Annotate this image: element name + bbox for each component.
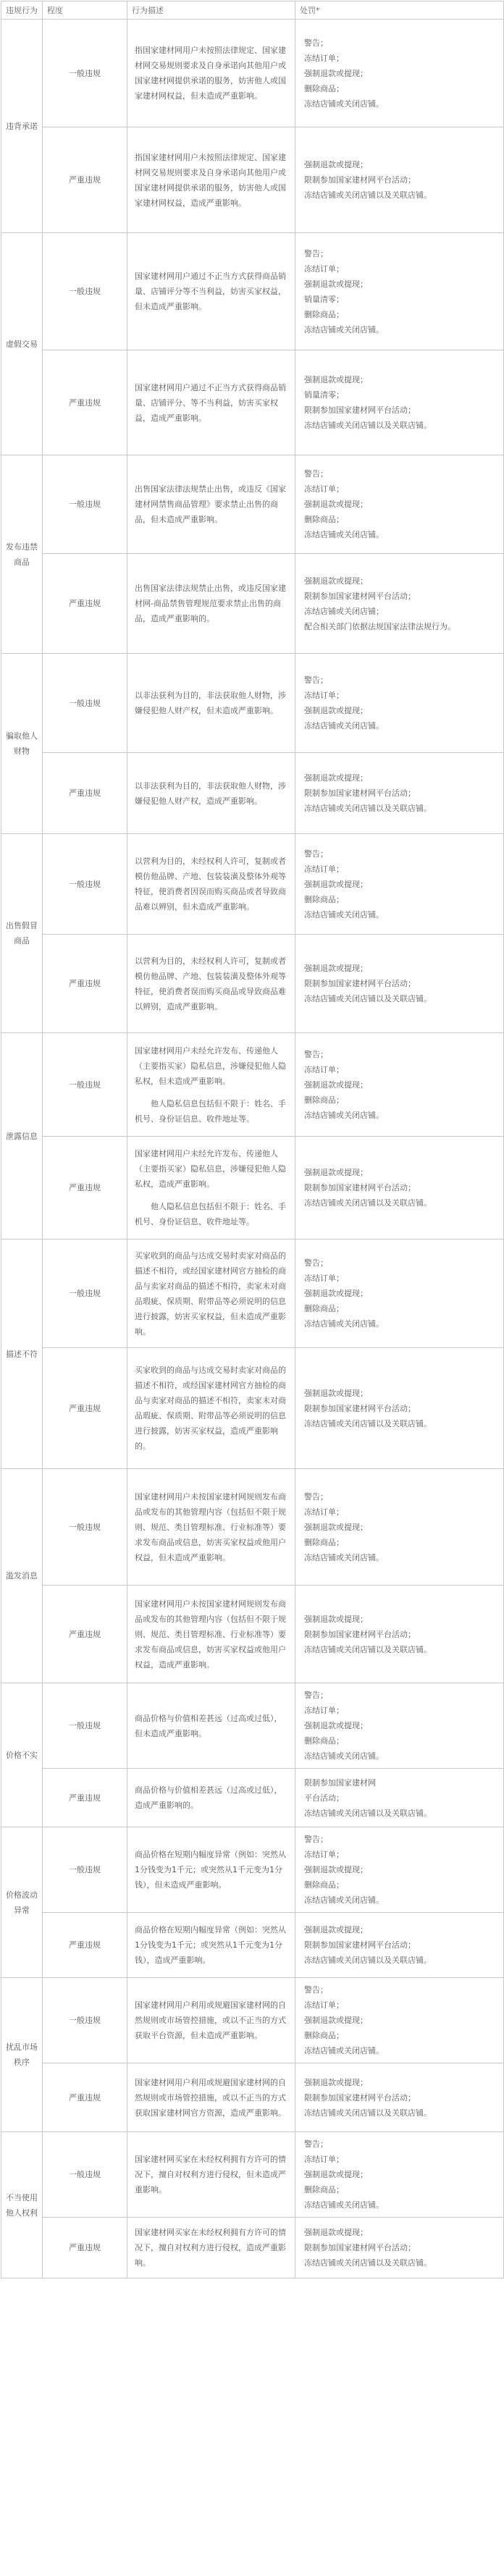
table-row [1, 1769, 504, 1827]
punishment-item: 强制退款或提现； [304, 879, 368, 889]
description-note: 他人隐私信息包括但不限于：姓名、手机号、身份证信息、收件地址等。 [135, 1202, 286, 1226]
punishment-item: 强制退款或提现； [304, 1289, 368, 1298]
table-row [1, 350, 504, 455]
header-row [1, 1, 504, 20]
punishment-item: 冻结店铺或关闭店铺。 [304, 1110, 384, 1120]
violation-name: 价格波动异常 [1, 1827, 43, 1978]
punishment-item: 强制退款或提现； [304, 2170, 368, 2179]
violation-name: 不当使用他人权利 [1, 2132, 43, 2278]
severity-level: 一般违规 [43, 233, 127, 350]
punishment-item: 冻结店铺或关闭店铺以及关联店铺。 [304, 1956, 432, 1965]
behavior-description [127, 1586, 295, 1683]
violation-name: 滥发消息 [1, 1469, 43, 1683]
header-act: 违规行为 [1, 1, 43, 20]
punishment-item: 强制退款或提现； [304, 160, 368, 169]
punishment-item: 冻结订单； [304, 1507, 344, 1517]
severity-level: 严重违规 [43, 350, 127, 455]
punishment-item: 冻结店铺或关闭店铺。 [304, 1895, 384, 1905]
severity-level: 一般违规 [43, 654, 127, 753]
punishment-cell [295, 127, 504, 233]
punishment-item: 强制退款或提现； [304, 279, 368, 289]
punishment-item: 强制退款或提现； [304, 576, 368, 586]
punishment-item: 冻结店铺或关闭店铺。 [304, 98, 384, 109]
description-text: 商品价格与价值相差甚远（过高或过低），造成严重影响的。 [135, 1785, 282, 1810]
punishment-item: 删除商品； [304, 1095, 344, 1105]
table-row [1, 1239, 504, 1348]
punishment-item: 限制参加国家建材网平台活动； [304, 1629, 416, 1639]
behavior-description [127, 1348, 295, 1469]
behavior-description [127, 654, 295, 753]
punishment-item: 销量清零； [304, 294, 344, 304]
table-row [1, 1827, 504, 1913]
punishment-item: 删除商品； [304, 894, 344, 904]
behavior-description [127, 1913, 295, 1978]
punishment-cell [295, 2063, 504, 2132]
punishment-item: 强制退款或提现； [304, 1168, 368, 1177]
punishment-item: 平台活动； [304, 1793, 344, 1803]
punishment-item: 警告； [304, 849, 328, 859]
punishment-item: 冻结订单； [304, 1706, 344, 1715]
table-row [1, 1137, 504, 1239]
punishment-cell [295, 455, 504, 554]
punishment-item: 配合相关部门依据法规国家法律法规行为。 [304, 621, 455, 631]
behavior-description [127, 1137, 295, 1239]
severity-level: 严重违规 [43, 2063, 127, 2132]
punishment-item: 限制参加国家建材网平台活动； [304, 405, 416, 415]
description-text: 以非法获利为目的，非法获取他人财物，涉嫌侵犯他人财产权，造成严重影响。 [135, 780, 286, 806]
table-row [1, 2063, 504, 2132]
punishment-item: 警告； [304, 248, 328, 258]
punishment-item: 冻结订单； [304, 2155, 344, 2164]
punishment-item: 冻结订单； [304, 1274, 344, 1283]
severity-level: 严重违规 [43, 1137, 127, 1239]
punishment-cell [295, 1586, 504, 1683]
severity-level: 一般违规 [43, 455, 127, 554]
punishment-item: 强制退款或提现； [304, 1079, 368, 1090]
punishment-item: 冻结订单； [304, 53, 344, 63]
table-row [1, 2132, 504, 2218]
punishment-item: 强制退款或提现； [304, 2077, 368, 2087]
behavior-description [127, 233, 295, 350]
behavior-description [127, 20, 295, 127]
behavior-description [127, 1239, 295, 1348]
punishment-cell [295, 1913, 504, 1978]
punishment-item: 冻结订单； [304, 864, 344, 874]
punishment-item: 冻结订单； [304, 264, 344, 274]
description-text: 国家建材网买家在未经权利拥有方许可的情况下，擅自对权利方进行侵权，但未造成严重影响。 [135, 2155, 286, 2194]
table-row [1, 654, 504, 753]
header-punish: 处罚* [295, 1, 504, 20]
header-degree: 程度 [43, 1, 127, 20]
description-text: 国家建材网用户未经允许发布、传递他人（主要指买家）隐私信息，涉嫌侵犯他人隐私权，造成严重影响。 [135, 1149, 286, 1189]
punishment-item: 删除商品； [304, 515, 344, 524]
description-text: 国家建材网用户未按国家建材网规则发布商品或发布的其他管理内容（包括但不限于规则、规范、类目管理标准、行业标准等）要求发布商品或信息，妨害买家权益或他用户权益，造成严重影响。 [135, 1599, 286, 1670]
severity-level: 一般违规 [43, 2132, 127, 2218]
description-text: 出售国家法律法规禁止出售，或违反国家建材网-商品禁售管理规范要求禁止出售的商品，造成严重影响的。 [135, 584, 286, 623]
punishment-item: 警告； [304, 1491, 328, 1502]
punishment-cell [295, 935, 504, 1033]
punishment-item: 强制退款或提现； [304, 1925, 368, 1935]
punishment-cell [295, 20, 504, 127]
punishment-cell [295, 753, 504, 834]
punishment-cell [295, 554, 504, 654]
punishment-item: 限制参加国家建材网平台活动； [304, 175, 416, 185]
table-row [1, 127, 504, 233]
punishment-item: 强制退款或提现； [304, 1721, 368, 1730]
punishment-cell [295, 2132, 504, 2218]
punishment-item: 警告； [304, 2139, 328, 2149]
punishment-item: 限制参加国家建材网平台活动； [304, 1403, 416, 1413]
violation-name: 发布违禁商品 [1, 455, 43, 654]
description-text: 国家建材网买家在未经权利拥有方许可的情况下，擅自对权利方进行侵权，造成严重影响。 [135, 2228, 286, 2268]
punishment-item: 冻结店铺或关闭店铺； [304, 606, 384, 616]
punishment-item: 强制退款或提现； [304, 2228, 368, 2237]
punishment-item: 冻结店铺或关闭店铺。 [304, 909, 384, 919]
description-text: 以非法获利为目的，非法获取他人财物，涉嫌侵犯他人财产权，但未造成严重影响。 [135, 691, 286, 715]
punishment-cell [295, 1137, 504, 1239]
punishment-item: 强制退款或提现； [304, 773, 368, 783]
punishment-cell [295, 233, 504, 350]
punishment-item: 冻结店铺或关闭店铺以及关联店铺。 [304, 1808, 432, 1818]
severity-level: 一般违规 [43, 834, 127, 935]
severity-level: 严重违规 [43, 554, 127, 654]
behavior-description [127, 935, 295, 1033]
punishment-item: 销量清零； [304, 390, 344, 400]
violation-name: 骗取他人财物 [1, 654, 43, 834]
punishment-cell [295, 350, 504, 455]
behavior-description [127, 1978, 295, 2063]
violation-name: 扰乱市场秩序 [1, 1978, 43, 2132]
behavior-description [127, 1769, 295, 1827]
description-text: 国家建材网用户通过不正当方式获得商品销量、店铺评分、等不当利益，妨害买家权益，造成严重影响。 [135, 382, 286, 423]
table-row [1, 935, 504, 1033]
behavior-description [127, 1469, 295, 1586]
violation-name: 虚假交易 [1, 233, 43, 455]
punishment-cell [295, 1469, 504, 1586]
rules-table [1, 1, 504, 2278]
punishment-item: 冻结店铺或关闭店铺。 [304, 721, 384, 731]
punishment-item: 冻结店铺或关闭店铺。 [304, 1319, 384, 1329]
punishment-item: 删除商品； [304, 309, 344, 319]
description-note: 他人隐私信息包括但不限于：姓名、手机号、身份证信息、收件地址等。 [135, 1098, 286, 1124]
punishment-cell [295, 1769, 504, 1827]
description-text: 出售国家法律法规禁止出售，或违反《国家建材网禁售商品管理》要求禁止出售的商品，但未造成严重影响。 [135, 484, 286, 524]
description-text: 指国家建材网用户未按照法律规定、国家建材网交易规则要求及自身承诺向其他用户或国家建材网提供承诺的服务，妨害他人或国家建材网权益，造成严重影响。 [135, 152, 286, 208]
description-text: 以营利为目的，未经权利人许可，复制或者模仿他品牌、产地、包装装潢及整体外观等特征，使消费者误而购买商品或导致商品难以辨别，造成严重影响。 [135, 956, 286, 1011]
behavior-description [127, 350, 295, 455]
table-row [1, 455, 504, 554]
punishment-item: 删除商品； [304, 83, 344, 93]
punishment-item: 冻结店铺或关闭店铺以及关联店铺。 [304, 1644, 432, 1654]
description-text: 买家收到的商品与达成交易时卖家对商品的描述不相符，或经国家建材网官方抽检的商品与卖家对商品的描述不相符，卖家未对商品瑕疵、保质期、附带品等必须说明的信息进行披露，妨害买家权益，造成严重影响的。 [135, 1365, 286, 1451]
punishment-item: 冻结店铺或关闭店铺以及关联店铺。 [304, 804, 432, 813]
punishment-item: 强制退款或提现； [304, 1865, 368, 1874]
violation-name: 违背承诺 [1, 20, 43, 233]
table-row [1, 1033, 504, 1137]
punishment-item: 限制参加国家建材网平台活动； [304, 2092, 416, 2103]
punishment-item: 冻结店铺或关闭店铺。 [304, 2046, 384, 2055]
punishment-item: 删除商品； [304, 2185, 344, 2194]
table-row [1, 233, 504, 350]
table-row [1, 2218, 504, 2278]
severity-level: 一般违规 [43, 1683, 127, 1769]
punishment-item: 警告； [304, 469, 328, 479]
severity-level: 一般违规 [43, 1978, 127, 2063]
severity-level: 一般违规 [43, 1827, 127, 1913]
rules-body [1, 20, 504, 2278]
severity-level: 严重违规 [43, 127, 127, 233]
description-text: 商品价格与价值相差甚远（过高或过低），但未造成严重影响。 [135, 1713, 282, 1738]
punishment-item: 强制退款或提现； [304, 375, 368, 384]
punishment-cell [295, 1033, 504, 1137]
description-text: 商品价格在短期内幅度异常（例如：突然从1分钱变为1千元；或突然从1千元变为1分钱），造成严重影响。 [135, 1925, 286, 1965]
punishment-cell [295, 1683, 504, 1769]
behavior-description [127, 753, 295, 834]
punishment-item: 冻结店铺或关闭店铺以及关联店铺。 [304, 2108, 432, 2118]
severity-level: 一般违规 [43, 1033, 127, 1137]
punishment-item: 强制退款或提现； [304, 500, 368, 509]
punishment-item: 警告； [304, 38, 328, 48]
punishment-item: 冻结店铺或关闭店铺。 [304, 530, 384, 539]
behavior-description [127, 2063, 295, 2132]
punishment-item: 强制退款或提现； [304, 1522, 368, 1532]
punishment-cell [295, 834, 504, 935]
punishment-item: 删除商品； [304, 1304, 344, 1313]
behavior-description [127, 834, 295, 935]
punishment-cell [295, 2218, 504, 2278]
table-row [1, 1586, 504, 1683]
severity-level: 严重违规 [43, 1348, 127, 1469]
punishment-item: 冻结店铺或关闭店铺以及关联店铺。 [304, 994, 432, 1003]
punishment-item: 警告； [304, 1691, 328, 1700]
punishment-item: 删除商品； [304, 1537, 344, 1547]
punishment-item: 删除商品； [304, 2031, 344, 2040]
punishment-item: 强制退款或提现； [304, 964, 368, 973]
table-row [1, 20, 504, 127]
punishment-item: 强制退款或提现； [304, 706, 368, 715]
severity-level: 严重违规 [43, 1769, 127, 1827]
description-text: 国家建材网用户未按国家建材网规则发布商品或发布的其他管理内容（包括但不限于规则、规范、类目管理标准、行业标准等）要求发布商品或信息，妨害买家权益或他用户权益，但未造成严重影响。 [135, 1491, 286, 1562]
punishment-item: 警告； [304, 1985, 328, 1995]
punishment-item: 冻结订单； [304, 691, 344, 700]
description-text: 国家建材网用户利用或规避国家建材网的自然规则或市场管控措施，或以不正当的方式获取国家建材网官方资源，造成严重影响。 [135, 2077, 286, 2118]
severity-level: 严重违规 [43, 2218, 127, 2278]
paragraph-gap [135, 1089, 287, 1096]
punishment-item: 冻结店铺或关闭店铺。 [304, 2200, 384, 2210]
punishment-item: 警告； [304, 1049, 328, 1059]
punishment-item: 限制参加国家建材网平台活动； [304, 2243, 416, 2252]
violation-name: 价格不实 [1, 1683, 43, 1827]
behavior-description [127, 554, 295, 654]
description-text: 国家建材网用户通过不正当方式获得商品销量、店铺评分等不当利益，妨害买家权益，但未造成严重影响。 [135, 272, 286, 311]
description-text: 以营利为目的，未经权利人许可，复制或者模仿他品牌、产地、包装装潢及整体外观等特征，使消费者因误而购买商品或者导致商品难以辨别，但未造成严重影响。 [135, 856, 286, 912]
description-text: 国家建材网用户未经允许发布、传递他人（主要指买家）隐私信息，涉嫌侵犯他人隐私权，但未造成严重影响。 [135, 1045, 286, 1086]
violation-name: 出售假冒商品 [1, 834, 43, 1033]
punishment-item: 限制参加国家建材网平台活动； [304, 979, 416, 988]
table-row [1, 834, 504, 935]
header-desc: 行为描述 [127, 1, 295, 20]
severity-level: 一般违规 [43, 1239, 127, 1348]
severity-level: 严重违规 [43, 1586, 127, 1683]
description-text: 买家收到的商品与达成交易时卖家对商品的描述不相符，或经国家建材网官方抽检的商品与卖家对商品的描述不相符，卖家未对商品瑕疵、保质期、附带品等必须说明的信息进行披露，妨害买家权益，但未造成严重影响。 [135, 1250, 286, 1337]
punishment-item: 冻结订单； [304, 484, 344, 494]
violation-name: 描述不符 [1, 1239, 43, 1469]
punishment-item: 冻结店铺或关闭店铺以及关联店铺。 [304, 1418, 432, 1428]
punishment-cell [295, 1239, 504, 1348]
punishment-cell [295, 1827, 504, 1913]
table-row [1, 554, 504, 654]
punishment-item: 强制退款或提现； [304, 1614, 368, 1624]
description-text: 商品价格在短期内幅度异常（例如：突然从1分钱变为1千元；或突然从1千元变为1分钱），但未造成严重影响。 [135, 1850, 286, 1890]
punishment-item: 警告； [304, 1835, 328, 1844]
punishment-item: 删除商品； [304, 1736, 344, 1746]
table-row [1, 1913, 504, 1978]
punishment-item: 冻结店铺或关闭店铺。 [304, 1751, 384, 1761]
punishment-item: 冻结店铺或关闭店铺以及关联店铺。 [304, 2258, 432, 2268]
behavior-description [127, 1683, 295, 1769]
table-row [1, 1683, 504, 1769]
behavior-description [127, 2218, 295, 2278]
paragraph-gap [135, 1192, 287, 1199]
punishment-item: 限制参加国家建材网平台活动； [304, 788, 416, 798]
punishment-item: 删除商品； [304, 1880, 344, 1890]
punishment-item: 限制参加国家建材网 [304, 1777, 376, 1788]
severity-level: 一般违规 [43, 1469, 127, 1586]
punishment-item: 警告； [304, 1258, 328, 1268]
punishment-item: 冻结店铺或关闭店铺。 [304, 324, 384, 334]
punishment-item: 限制参加国家建材网平台活动； [304, 591, 416, 601]
punishment-cell [295, 1348, 504, 1469]
punishment-item: 强制退款或提现； [304, 68, 368, 78]
punishment-item: 警告； [304, 675, 328, 685]
punishment-item: 冻结店铺或关闭店铺以及关联店铺。 [304, 421, 432, 430]
severity-level: 严重违规 [43, 935, 127, 1033]
table-row [1, 1469, 504, 1586]
severity-level: 严重违规 [43, 1913, 127, 1978]
behavior-description [127, 2132, 295, 2218]
punishment-item: 冻结订单； [304, 1850, 344, 1859]
table-row [1, 753, 504, 834]
behavior-description [127, 127, 295, 233]
description-text: 国家建材网用户利用或规避国家建材网的自然规则或市场管控措施，或以不正当的方式获取平台资源，但未造成严重影响。 [135, 2000, 286, 2040]
table-row [1, 1978, 504, 2063]
punishment-item: 冻结订单； [304, 2000, 344, 2010]
description-text: 指国家建材网用户未按照法律规定、国家建材网交易规则要求及自身承诺向其他用户或国家建材网提供承诺的服务，妨害他人或国家建材网权益，但未造成严重影响。 [135, 46, 286, 101]
severity-level: 严重违规 [43, 753, 127, 834]
punishment-item: 强制退款或提现； [304, 1388, 368, 1398]
punishment-cell [295, 1978, 504, 2063]
punishment-item: 强制退款或提现； [304, 2016, 368, 2025]
punishment-item: 冻结订单； [304, 1064, 344, 1074]
punishment-cell [295, 654, 504, 753]
behavior-description [127, 455, 295, 554]
punishment-item: 冻结店铺或关闭店铺。 [304, 1552, 384, 1562]
behavior-description [127, 1827, 295, 1913]
punishment-item: 冻结店铺或关闭店铺以及关联店铺。 [304, 1198, 432, 1208]
violation-name: 泄露信息 [1, 1033, 43, 1239]
behavior-description [127, 1033, 295, 1137]
table-row [1, 1348, 504, 1469]
punishment-item: 冻结店铺或关闭店铺以及关联店铺。 [304, 190, 432, 200]
punishment-item: 限制参加国家建材网平台活动； [304, 1183, 416, 1192]
punishment-item: 限制参加国家建材网平台活动； [304, 1940, 416, 1950]
severity-level: 一般违规 [43, 20, 127, 127]
